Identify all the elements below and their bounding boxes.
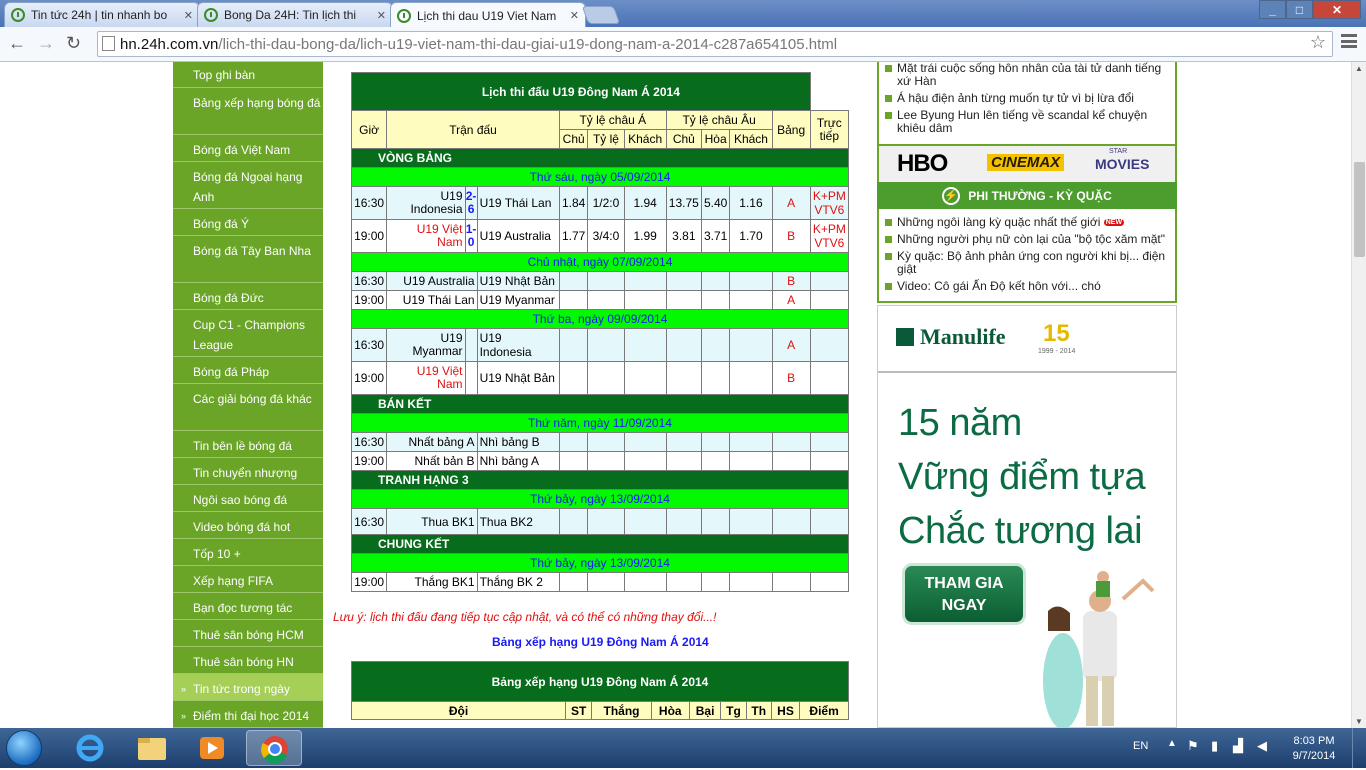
match-group: B xyxy=(772,272,810,291)
news-link[interactable]: Mặt trái cuộc sống hôn nhân của tài tử danh tiếng xứ Hàn xyxy=(879,62,1175,88)
language-indicator[interactable]: EN xyxy=(1133,740,1149,752)
match-time: 16:30 xyxy=(352,329,387,362)
system-clock[interactable] xyxy=(1286,734,1342,764)
col-match: Trận đấu xyxy=(387,111,560,149)
match-home: U19 Australia xyxy=(387,272,477,291)
sidebar-item-label: Tốp 10 + xyxy=(193,547,241,561)
col-group: Bảng xyxy=(772,111,810,149)
network-icon[interactable]: ▟ xyxy=(1233,738,1243,753)
battery-icon[interactable]: ▮ xyxy=(1211,738,1219,753)
col-asian-home: Chủ xyxy=(559,130,587,149)
match-row xyxy=(352,272,849,291)
explorer-taskbar-icon[interactable] xyxy=(124,730,180,766)
main-content xyxy=(333,62,868,728)
match-row xyxy=(352,291,849,310)
col-time: Giờ xyxy=(352,111,387,149)
url-path: /lich-thi-dau-bong-da/lich-u19-viet-nam-thi-dau-giai-u19-dong-nam-a-2014-c287a654105.html xyxy=(218,35,838,53)
new-tab-button[interactable] xyxy=(582,6,621,24)
col-won: Thắng xyxy=(592,702,651,720)
sidebar-item[interactable] xyxy=(173,539,323,566)
match-live-channel[interactable]: K+PM VTV6 xyxy=(810,187,848,220)
sidebar-item[interactable] xyxy=(173,283,323,310)
minimize-icon: _ xyxy=(1269,2,1276,17)
round-header: VÒNG BẢNG xyxy=(352,149,849,168)
day-header: Thứ bảy, ngày 13/09/2014 xyxy=(352,554,849,573)
sidebar-item[interactable] xyxy=(173,620,323,647)
scroll-up-icon[interactable]: ▲ xyxy=(1355,64,1363,73)
match-time: 16:30 xyxy=(352,187,387,220)
match-away: U19 Australia xyxy=(477,220,559,253)
sidebar-item-label: Điểm thi đại học 2014 xyxy=(193,709,310,723)
ad-line: Vững điểm tựa xyxy=(898,456,1146,498)
sidebar-item[interactable] xyxy=(173,162,323,209)
manulife-ad[interactable] xyxy=(877,305,1177,728)
day-header: Chủ nhật, ngày 07/09/2014 xyxy=(352,253,849,272)
odds: 13.75 xyxy=(666,187,701,220)
sidebar-item[interactable] xyxy=(173,566,323,593)
odds: 1.99 xyxy=(624,220,666,253)
maximize-button[interactable] xyxy=(1286,0,1313,19)
ad-header xyxy=(878,306,1176,373)
day-header: Thứ năm, ngày 11/09/2014 xyxy=(352,414,849,433)
sidebar-item-selected[interactable] xyxy=(173,674,323,701)
tab-label: Tin tức 24h | tin nhanh bo xyxy=(31,8,168,22)
ie-taskbar-icon[interactable] xyxy=(62,730,118,766)
match-time: 19:00 xyxy=(352,452,387,471)
tab-2[interactable] xyxy=(197,2,393,27)
sidebar-item-label: Bóng đá Pháp xyxy=(193,365,270,379)
sidebar-item-label: Bảng xếp hạng bóng đá xyxy=(193,96,321,110)
match-home: Thắng BK1 xyxy=(387,573,477,592)
sidebar-item-label: Các giải bóng đá khác xyxy=(193,392,312,406)
match-group: A xyxy=(772,187,810,220)
tab-1[interactable] xyxy=(4,2,200,27)
match-away: Nhì bảng A xyxy=(477,452,559,471)
scroll-thumb[interactable] xyxy=(1354,162,1365,257)
match-away: Nhì bảng B xyxy=(477,433,559,452)
ad-line: 15 năm xyxy=(898,402,1022,444)
col-lost: Bại xyxy=(689,702,721,720)
match-group: A xyxy=(772,329,810,362)
tv-logos[interactable] xyxy=(877,146,1177,182)
close-icon: ✕ xyxy=(1331,2,1343,17)
close-tab-icon[interactable]: ✕ xyxy=(569,10,579,22)
match-home: Nhất bản B xyxy=(387,452,477,471)
match-group: B xyxy=(772,220,810,253)
col-team: Đội xyxy=(352,702,566,720)
url-host: hn.24h.com.vn xyxy=(120,35,219,53)
movies-logo: MOVIES xyxy=(1095,156,1150,172)
action-center-icon[interactable]: ⚑ xyxy=(1187,738,1199,753)
sidebar-item[interactable] xyxy=(173,701,323,728)
clock-time: 8:03 PM xyxy=(1293,735,1335,747)
star-logo: STAR xyxy=(1109,148,1128,155)
odds: 1/2:0 xyxy=(588,187,624,220)
browser-chrome xyxy=(0,0,1366,62)
news-link[interactable]: Những người phụ nữ còn lại của "bộ tộc xăm mặt" xyxy=(879,233,1175,246)
clock-favicon-icon xyxy=(204,8,218,22)
tray-expand-icon[interactable]: ▲ xyxy=(1167,738,1177,749)
sidebar-item[interactable] xyxy=(173,458,323,485)
match-away: U19 Nhật Bản xyxy=(477,362,559,395)
sidebar-item-label: Thuê sân bóng HCM xyxy=(193,628,304,642)
sidebar-item-label: Top ghi bàn xyxy=(193,68,256,82)
sidebar-item-label: Cup C1 - Champions League xyxy=(193,318,306,352)
col-live: Trực tiếp xyxy=(810,111,848,149)
match-home: U19 Indonesia xyxy=(387,187,465,220)
match-home: U19 Thái Lan xyxy=(387,291,477,310)
address-bar[interactable] xyxy=(97,31,1333,57)
bookmark-star-icon[interactable]: ☆ xyxy=(1309,32,1326,52)
col-euro-home: Chủ xyxy=(666,130,701,149)
match-row xyxy=(352,509,849,535)
right-column xyxy=(877,62,1177,728)
sidebar-item[interactable] xyxy=(173,512,323,539)
ad-headline xyxy=(898,396,1145,558)
sidebar-item[interactable] xyxy=(173,310,323,357)
sidebar-item[interactable] xyxy=(173,384,323,431)
odds: 1.77 xyxy=(559,220,587,253)
lightning-icon: ⚡ xyxy=(942,187,960,205)
new-badge: NEW xyxy=(1105,219,1123,226)
round-header: CHUNG KẾT xyxy=(352,535,849,554)
schedule-table xyxy=(351,72,849,592)
menu-icon[interactable] xyxy=(1341,34,1357,48)
cinemax-logo: CINEMAX xyxy=(987,154,1064,171)
match-row xyxy=(352,573,849,592)
ranking-link[interactable]: Bảng xếp hạng U19 Đông Nam Á 2014 xyxy=(492,635,709,649)
page-scrollbar[interactable] xyxy=(1351,62,1366,728)
news-link-text: Những ngôi làng kỳ quặc nhất thế giới xyxy=(897,215,1101,229)
round-header: BÁN KẾT xyxy=(352,395,849,414)
sidebar-item-label: Ngôi sao bóng đá xyxy=(193,493,288,507)
odds: 5.40 xyxy=(701,187,729,220)
tab-strip xyxy=(0,0,1366,27)
odds: 3/4:0 xyxy=(588,220,624,253)
sidebar-item[interactable] xyxy=(173,209,323,236)
sidebar-item[interactable] xyxy=(173,431,323,458)
media-player-taskbar-icon[interactable] xyxy=(184,730,240,766)
sidebar-item-label: Tin chuyển nhượng xyxy=(193,466,298,480)
col-goal-diff: HS xyxy=(771,702,799,720)
sidebar-item[interactable] xyxy=(173,236,323,283)
match-time: 16:30 xyxy=(352,433,387,452)
close-window-button[interactable] xyxy=(1313,0,1361,19)
odds: 3.81 xyxy=(666,220,701,253)
maximize-icon: □ xyxy=(1295,2,1304,17)
ad-cta-line: THAM GIA xyxy=(924,575,1004,592)
reload-button[interactable]: ↻ xyxy=(66,33,82,53)
ad-brand: Manulife xyxy=(920,324,1006,349)
top-news-box xyxy=(877,62,1177,146)
day-header: Thứ bảy, ngày 13/09/2014 xyxy=(352,490,849,509)
odds: 3.71 xyxy=(701,220,729,253)
match-score: 2-6 xyxy=(465,187,477,220)
sidebar-item[interactable] xyxy=(173,647,323,674)
sidebar-item[interactable] xyxy=(173,135,323,162)
sidebar-item[interactable] xyxy=(173,485,323,512)
match-away: Thua BK2 xyxy=(477,509,559,535)
match-group: B xyxy=(772,362,810,395)
sidebar-item[interactable] xyxy=(173,593,323,620)
col-asian-away: Khách xyxy=(624,130,666,149)
col-euro: Tỷ lệ châu Âu xyxy=(666,111,772,130)
volume-icon[interactable]: ◀ xyxy=(1257,738,1267,753)
match-away: U19 Nhật Bản xyxy=(477,272,559,291)
minimize-button[interactable] xyxy=(1259,0,1286,19)
match-time: 19:00 xyxy=(352,291,387,310)
sidebar-item-label: Bóng đá Ngoại hạng Anh xyxy=(193,170,303,204)
match-home: Nhất bảng A xyxy=(387,433,477,452)
col-played: ST xyxy=(566,702,592,720)
sidebar-item-label: Tin bên lề bóng đá xyxy=(193,439,292,453)
ranking-title: Bảng xếp hạng U19 Đông Nam Á 2014 xyxy=(352,662,849,702)
family-photo xyxy=(1028,571,1168,728)
match-time: 19:00 xyxy=(352,573,387,592)
chrome-taskbar-icon[interactable] xyxy=(246,730,302,766)
match-time: 19:00 xyxy=(352,362,387,395)
tab-label: Lịch thi dau U19 Viet Nam xyxy=(417,8,557,23)
col-points: Điểm xyxy=(800,702,849,720)
section-header[interactable] xyxy=(877,182,1177,209)
bullet-icon: » xyxy=(181,684,187,694)
manulife-logo-icon xyxy=(896,328,914,346)
close-tab-icon[interactable]: ✕ xyxy=(376,9,386,22)
col-draw: Hòa xyxy=(651,702,689,720)
col-goals-against: Th xyxy=(746,702,771,720)
ad-cta-line: NGAY xyxy=(941,597,987,614)
ad-cta-button[interactable] xyxy=(902,563,1026,625)
sidebar-item-label: Tin tức trong ngày xyxy=(193,682,290,696)
taskbar xyxy=(0,728,1366,768)
tab-label: Bong Da 24H: Tin lịch thi xyxy=(224,8,357,22)
section-news-box xyxy=(877,209,1177,303)
browser-toolbar xyxy=(0,27,1366,62)
news-link[interactable]: Á hậu điện ảnh từng muốn tự tử vì bị lừa đổi xyxy=(879,92,1175,105)
sidebar-nav xyxy=(173,62,323,728)
odds: 1.16 xyxy=(730,187,772,220)
day-header: Thứ sáu, ngày 05/09/2014 xyxy=(352,168,849,187)
match-time: 16:30 xyxy=(352,272,387,291)
match-home: Thua BK1 xyxy=(387,509,477,535)
sidebar-item-label: Bóng đá Tây Ban Nha xyxy=(193,244,311,258)
match-live-channel[interactable]: K+PM VTV6 xyxy=(810,220,848,253)
sidebar-item-label: Xếp hạng FIFA xyxy=(193,574,274,588)
col-euro-away: Khách xyxy=(730,130,772,149)
news-link[interactable] xyxy=(879,216,1175,229)
sidebar-item[interactable] xyxy=(173,357,323,384)
match-row xyxy=(352,329,849,362)
ranking-table xyxy=(351,661,849,720)
col-asian: Tỷ lệ châu Á xyxy=(559,111,666,130)
sidebar-item-label: Thuê sân bóng HN xyxy=(193,655,294,669)
close-tab-icon[interactable]: ✕ xyxy=(183,9,193,22)
col-euro-draw: Hòa xyxy=(701,130,729,149)
odds: 1.84 xyxy=(559,187,587,220)
news-link[interactable]: Kỳ quặc: Bộ ảnh phản ứng con người khi bị... điện giật xyxy=(879,250,1175,276)
day-header: Thứ ba, ngày 09/09/2014 xyxy=(352,310,849,329)
odds: 1.70 xyxy=(730,220,772,253)
sidebar-item[interactable] xyxy=(173,62,323,88)
match-row xyxy=(352,187,849,220)
clock-favicon-icon xyxy=(11,8,25,22)
ad-years: 1999 - 2014 xyxy=(1038,348,1076,355)
bullet-icon: » xyxy=(181,711,187,721)
ad-line: Chắc tương lai xyxy=(898,510,1143,552)
schedule-title: Lịch thi đấu U19 Đông Nam Á 2014 xyxy=(352,73,811,111)
news-link[interactable]: Lee Byung Hun lên tiếng về scandal kể chuyện khiêu dâm xyxy=(879,109,1175,135)
odds: 1.94 xyxy=(624,187,666,220)
match-row xyxy=(352,220,849,253)
match-away: U19 Myanmar xyxy=(477,291,559,310)
schedule-note: Lưu ý: lịch thi đấu đang tiếp tục cập nhật, và có thể có những thay đổi...! xyxy=(333,610,717,624)
section-title: PHI THƯỜNG - KỲ QUẶC xyxy=(968,188,1112,203)
match-time: 16:30 xyxy=(352,509,387,535)
match-away: U19 Thái Lan xyxy=(477,187,559,220)
round-header: TRANH HẠNG 3 xyxy=(352,471,849,490)
match-away: Thắng BK 2 xyxy=(477,573,559,592)
col-asian-ratio: Tỷ lệ xyxy=(588,130,624,149)
sidebar-item[interactable] xyxy=(173,88,323,135)
match-row xyxy=(352,433,849,452)
col-goals-for: Tg xyxy=(721,702,746,720)
forward-button[interactable]: → xyxy=(37,33,55,53)
match-row xyxy=(352,452,849,471)
start-button[interactable] xyxy=(6,730,42,766)
sidebar-item-label: Bạn đọc tương tác xyxy=(193,601,293,615)
page-icon xyxy=(102,36,115,51)
sidebar-item-label: Video bóng đá hot xyxy=(193,520,291,534)
back-button[interactable]: ← xyxy=(8,33,26,53)
match-group: A xyxy=(772,291,810,310)
ad-15-badge: 15 xyxy=(1043,320,1070,347)
clock-favicon-icon xyxy=(397,9,411,23)
scroll-down-icon[interactable]: ▼ xyxy=(1355,717,1363,726)
hbo-logo: HBO xyxy=(897,150,948,177)
match-home: U19 Myanmar xyxy=(387,329,465,362)
match-home: U19 Việt Nam xyxy=(387,362,465,395)
match-home: U19 Việt Nam xyxy=(387,220,465,253)
news-link[interactable]: Video: Cô gái Ấn Độ kết hôn với... chó xyxy=(879,280,1175,293)
sidebar-item-label: Bóng đá Việt Nam xyxy=(193,143,291,157)
show-desktop-button[interactable] xyxy=(1352,728,1366,768)
match-score: 1-0 xyxy=(465,220,477,253)
clock-date: 9/7/2014 xyxy=(1292,750,1336,762)
page-viewport xyxy=(0,62,1351,728)
match-row xyxy=(352,362,849,395)
sidebar-item-label: Bóng đá Ý xyxy=(193,217,250,231)
match-time: 19:00 xyxy=(352,220,387,253)
match-away: U19 Indonesia xyxy=(477,329,559,362)
tab-3-active[interactable] xyxy=(390,2,586,28)
sidebar-item-label: Bóng đá Đức xyxy=(193,291,264,305)
